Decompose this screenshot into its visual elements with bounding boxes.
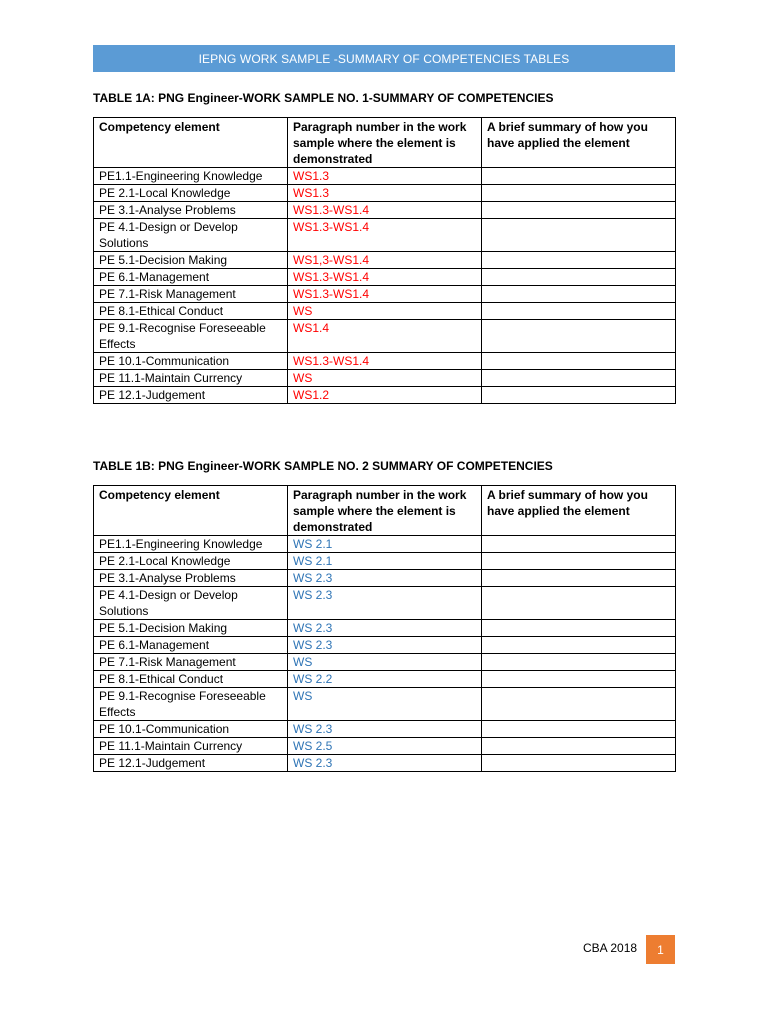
competency-element-cell: PE 10.1-Communication: [94, 721, 288, 738]
page-number: 1: [646, 935, 675, 964]
summary-cell: [482, 671, 676, 688]
paragraph-ref-cell: WS1.3: [288, 168, 482, 185]
competency-element-cell: PE 5.1-Decision Making: [94, 620, 288, 637]
table-row: [94, 185, 676, 202]
table-1b-body: [94, 536, 676, 772]
summary-cell: [482, 269, 676, 286]
summary-cell: [482, 620, 676, 637]
table-row: [94, 269, 676, 286]
table-1a: [93, 117, 676, 404]
table-1b: [93, 485, 676, 772]
table-row: [94, 168, 676, 185]
competency-element-cell: PE 3.1-Analyse Problems: [94, 570, 288, 587]
col-header-paragraph: Paragraph number in the work sample where the element is demonstrated: [288, 486, 482, 536]
competency-element-cell: PE 7.1-Risk Management: [94, 654, 288, 671]
table-row: [94, 620, 676, 637]
competency-element-cell: PE 12.1-Judgement: [94, 755, 288, 772]
paragraph-ref-cell: WS1.3-WS1.4: [288, 269, 482, 286]
col-header-competency: Competency element: [94, 486, 288, 536]
paragraph-ref-cell: WS1.3-WS1.4: [288, 202, 482, 219]
paragraph-ref-cell: WS1.3: [288, 185, 482, 202]
summary-cell: [482, 721, 676, 738]
table-1a-body: [94, 168, 676, 404]
paragraph-ref-cell: WS: [288, 654, 482, 671]
paragraph-ref-cell: WS 2.3: [288, 620, 482, 637]
competency-element-cell: PE 12.1-Judgement: [94, 387, 288, 404]
paragraph-ref-cell: WS1.4: [288, 320, 482, 353]
table-row: [94, 202, 676, 219]
footer-text: CBA 2018: [583, 941, 638, 955]
col-header-paragraph: Paragraph number in the work sample where the element is demonstrated: [288, 118, 482, 168]
summary-cell: [482, 587, 676, 620]
competency-element-cell: PE 11.1-Maintain Currency: [94, 370, 288, 387]
summary-cell: [482, 654, 676, 671]
table-row: [94, 370, 676, 387]
summary-cell: [482, 219, 676, 252]
summary-cell: [482, 168, 676, 185]
competency-element-cell: PE 10.1-Communication: [94, 353, 288, 370]
summary-cell: [482, 185, 676, 202]
paragraph-ref-cell: WS1.2: [288, 387, 482, 404]
competency-element-cell: PE 4.1-Design or Develop Solutions: [94, 587, 288, 620]
table-header-row: [94, 486, 676, 536]
summary-cell: [482, 387, 676, 404]
table-row: [94, 721, 676, 738]
paragraph-ref-cell: WS1,3-WS1.4: [288, 252, 482, 269]
table-row: [94, 387, 676, 404]
summary-cell: [482, 353, 676, 370]
col-header-summary: A brief summary of how you have applied the element: [482, 118, 676, 168]
competency-element-cell: PE 9.1-Recognise Foreseeable Effects: [94, 320, 288, 353]
competency-element-cell: PE 6.1-Management: [94, 637, 288, 654]
table-row: [94, 637, 676, 654]
summary-cell: [482, 570, 676, 587]
competency-element-cell: PE 7.1-Risk Management: [94, 286, 288, 303]
table-row: [94, 688, 676, 721]
table-row: [94, 671, 676, 688]
summary-cell: [482, 536, 676, 553]
paragraph-ref-cell: WS1.3-WS1.4: [288, 286, 482, 303]
summary-cell: [482, 688, 676, 721]
table-row: [94, 303, 676, 320]
table-row: [94, 252, 676, 269]
table-row: [94, 320, 676, 353]
summary-cell: [482, 370, 676, 387]
paragraph-ref-cell: WS 2.3: [288, 755, 482, 772]
paragraph-ref-cell: WS1.3-WS1.4: [288, 219, 482, 252]
paragraph-ref-cell: WS 2.3: [288, 721, 482, 738]
paragraph-ref-cell: WS: [288, 370, 482, 387]
competency-element-cell: PE 6.1-Management: [94, 269, 288, 286]
summary-cell: [482, 637, 676, 654]
table-row: [94, 587, 676, 620]
page-banner: IEPNG WORK SAMPLE -SUMMARY OF COMPETENCIES TABLES: [93, 45, 675, 72]
table-1b-title: TABLE 1B: PNG Engineer-WORK SAMPLE NO. 2 SUMMARY OF COMPETENCIES: [93, 459, 553, 473]
competency-element-cell: PE 5.1-Decision Making: [94, 252, 288, 269]
table-1a-title: TABLE 1A: PNG Engineer-WORK SAMPLE NO. 1-SUMMARY OF COMPETENCIES: [93, 91, 554, 105]
paragraph-ref-cell: WS 2.3: [288, 587, 482, 620]
competency-element-cell: PE 11.1-Maintain Currency: [94, 738, 288, 755]
competency-element-cell: PE 2.1-Local Knowledge: [94, 553, 288, 570]
summary-cell: [482, 303, 676, 320]
summary-cell: [482, 738, 676, 755]
table-row: [94, 570, 676, 587]
competency-element-cell: PE 9.1-Recognise Foreseeable Effects: [94, 688, 288, 721]
col-header-summary: A brief summary of how you have applied the element: [482, 486, 676, 536]
paragraph-ref-cell: WS 2.1: [288, 553, 482, 570]
summary-cell: [482, 320, 676, 353]
paragraph-ref-cell: WS: [288, 688, 482, 721]
table-header-row: [94, 118, 676, 168]
table-row: [94, 654, 676, 671]
competency-element-cell: PE1.1-Engineering Knowledge: [94, 168, 288, 185]
summary-cell: [482, 755, 676, 772]
competency-element-cell: PE 3.1-Analyse Problems: [94, 202, 288, 219]
competency-element-cell: PE 2.1-Local Knowledge: [94, 185, 288, 202]
competency-element-cell: PE1.1-Engineering Knowledge: [94, 536, 288, 553]
paragraph-ref-cell: WS 2.2: [288, 671, 482, 688]
table-row: [94, 286, 676, 303]
paragraph-ref-cell: WS 2.5: [288, 738, 482, 755]
summary-cell: [482, 286, 676, 303]
competency-element-cell: PE 8.1-Ethical Conduct: [94, 671, 288, 688]
table-row: [94, 553, 676, 570]
paragraph-ref-cell: WS1.3-WS1.4: [288, 353, 482, 370]
competency-element-cell: PE 4.1-Design or Develop Solutions: [94, 219, 288, 252]
col-header-competency: Competency element: [94, 118, 288, 168]
paragraph-ref-cell: WS 2.3: [288, 637, 482, 654]
paragraph-ref-cell: WS 2.1: [288, 536, 482, 553]
table-row: [94, 536, 676, 553]
paragraph-ref-cell: WS 2.3: [288, 570, 482, 587]
paragraph-ref-cell: WS: [288, 303, 482, 320]
competency-element-cell: PE 8.1-Ethical Conduct: [94, 303, 288, 320]
table-row: [94, 755, 676, 772]
summary-cell: [482, 553, 676, 570]
summary-cell: [482, 252, 676, 269]
table-row: [94, 219, 676, 252]
summary-cell: [482, 202, 676, 219]
table-row: [94, 353, 676, 370]
table-row: [94, 738, 676, 755]
